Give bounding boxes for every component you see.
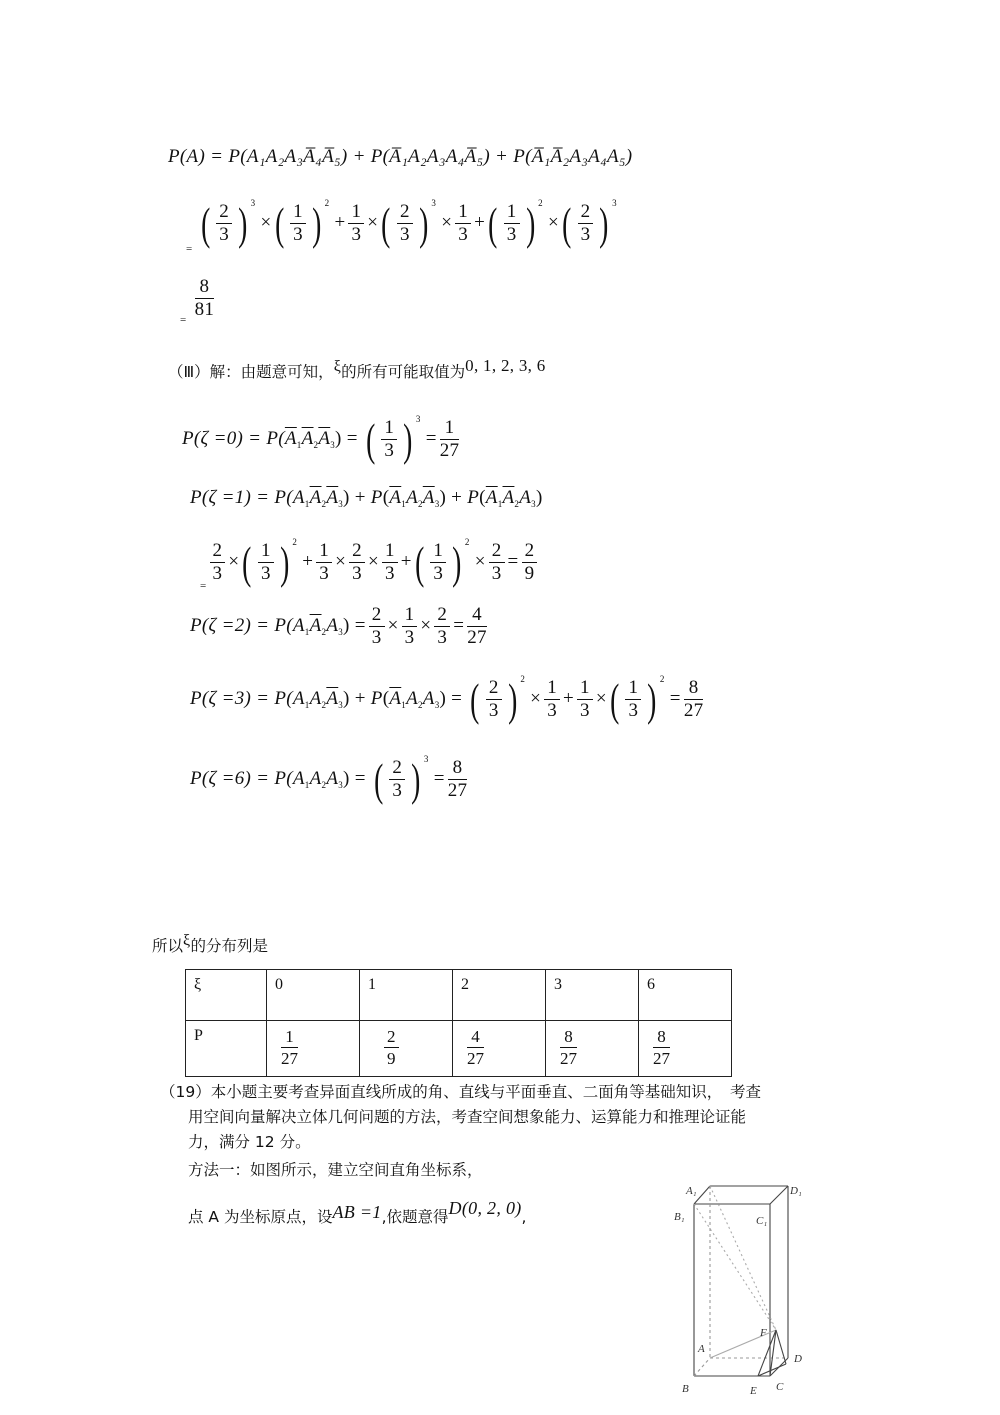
table-cell: 3 xyxy=(546,970,639,1021)
eq-pa-term-2: + P(A̅₁A₂A₃A₄A̅₅) xyxy=(352,146,490,167)
q19-origin: 点 A 为坐标原点，设AB =1,依题意得D(0, 2, 0), xyxy=(188,1198,527,1226)
table-cell: 1 xyxy=(360,970,453,1021)
label-B1: B₁ xyxy=(674,1211,685,1223)
dist-intro: 所以ξ的分布列是 xyxy=(152,932,268,955)
label-E: E xyxy=(750,1385,757,1397)
result-den: 81 xyxy=(194,299,215,320)
table-cell: $\frac{8}{27}$ xyxy=(639,1021,732,1077)
table-cell: 2 xyxy=(453,970,546,1021)
eq-pa-lhs: P(A) = xyxy=(168,146,224,167)
p-xi-0: $P(\zeta =0) = P(\overline{A}_1\overline{A}_2\overline{A}_3)$ = ( $\frac{1}{3}$ ) $^3$ = $\frac{1}{27}$ xyxy=(182,413,460,465)
p-xi-1-expansion: $_=$ $\frac{2}{3}$ ×( $\frac{1}{3}$ ) $^2$ + $\frac{1}{3}$ × $\frac{2}{3}$ × $\frac{1}{3}$ +( $\frac{1}{3}$ ) $^2$ × $\frac{2}{3}$ = $\frac{2}{9}$ xyxy=(200,537,540,592)
q19-method: 方法一：如图所示，建立空间直角坐标系， xyxy=(188,1161,483,1179)
eq-pa-term-1: P(A₁A₂A₃A̅₄A̅₅) xyxy=(228,146,348,167)
label-A: A xyxy=(698,1343,705,1355)
p-xi-2: $P(\zeta =2) = P(A_1\overline{A}_2A_3)$ = $\frac{2}{3}$ × $\frac{1}{3}$ × $\frac{2}{3}$ = $\frac{4}{27}$ xyxy=(190,604,487,648)
label-D1: D₁ xyxy=(790,1185,802,1197)
d-point: D(0, 2, 0) xyxy=(448,1198,522,1218)
label-C: C xyxy=(776,1381,784,1393)
table-cell: $\frac{4}{27}$ xyxy=(453,1021,546,1077)
q19-line-2: 用空间向量解决立体几何问题的方法，考查空间想象能力、运算能力和推理论证能 xyxy=(188,1108,747,1126)
eq-pa-term-3: + P(A̅₁A̅₂A₃A₄A₅) xyxy=(495,146,633,167)
ab-equation: AB =1 xyxy=(332,1202,382,1222)
table-cell: ξ xyxy=(186,970,267,1021)
q19-line-1: （19）本小题主要考查异面直线所成的角、直线与平面垂直、二面角等基础知识， 考查 xyxy=(160,1083,761,1101)
p-xi-1: $P(\zeta =1) = P(A_1\overline{A}_2\overline{A}_3) + P(\overline{A}_1A_2\overline{A}_3) + P(\overline{A}_1\overline{A}_2A_3)$ xyxy=(190,487,543,509)
eq-pa-expansion: $_=$ ( $\frac{2}{3}$ ) $^3$ ×( $\frac{1}{3}$ ) $^2$ + $\frac{1}{3}$ ×( $\frac{2}{3}$ ) $^3$ × $\frac{1}{3}$ +( $\frac{1}{3}$ ) $^2$ ×( $\frac{2}{3}$ ) $^3$ xyxy=(186,197,617,255)
label-B: B xyxy=(682,1383,689,1395)
p-xi-3: $P(\zeta =3) = P(A_1A_2\overline{A}_3) + P(\overline{A}_1A_2A_3)$ = ( $\frac{2}{3}$ ) $^2$ × $\frac{1}{3}$ + $\frac{1}{3}$ ×( $\frac{1}{3}$ ) $^2$ = $\frac{8}{27}$ xyxy=(190,673,704,725)
table-cell: $\frac{1}{27}$ xyxy=(267,1021,360,1077)
table-cell: 6 xyxy=(639,970,732,1021)
table-cell: $\frac{8}{27}$ xyxy=(546,1021,639,1077)
label-A1: A₁ xyxy=(686,1185,697,1197)
eq-pa-line xyxy=(168,146,632,168)
label-D: D xyxy=(794,1353,802,1365)
result-num: 8 xyxy=(195,276,215,299)
section-3-intro: （Ⅲ）解：由题意可知，ξ的所有可能取值为0, 1, 2, 3, 6 xyxy=(168,356,546,381)
table-cell: $\frac{2}{9}$ xyxy=(360,1021,453,1077)
table-row xyxy=(186,1021,732,1077)
prism-figure xyxy=(668,1180,828,1412)
q19-line-3: 力，满分 12 分。 xyxy=(188,1133,311,1151)
label-F: F xyxy=(760,1327,767,1339)
distribution-table xyxy=(185,969,732,1077)
xi-values: 0, 1, 2, 3, 6 xyxy=(465,356,546,375)
eq-sign: = xyxy=(186,243,193,255)
table-header-row xyxy=(186,970,732,1021)
table-cell: P xyxy=(186,1021,267,1077)
table-cell: 0 xyxy=(267,970,360,1021)
p-xi-6: $P(\zeta =6) = P(A_1A_2A_3)$ = ( $\frac{2}{3}$ ) $^3$ = $\frac{8}{27}$ xyxy=(190,753,468,805)
eq-pa-result: $_=$ $\frac{8}{81}$ xyxy=(180,276,215,326)
label-C1: C₁ xyxy=(756,1215,768,1227)
